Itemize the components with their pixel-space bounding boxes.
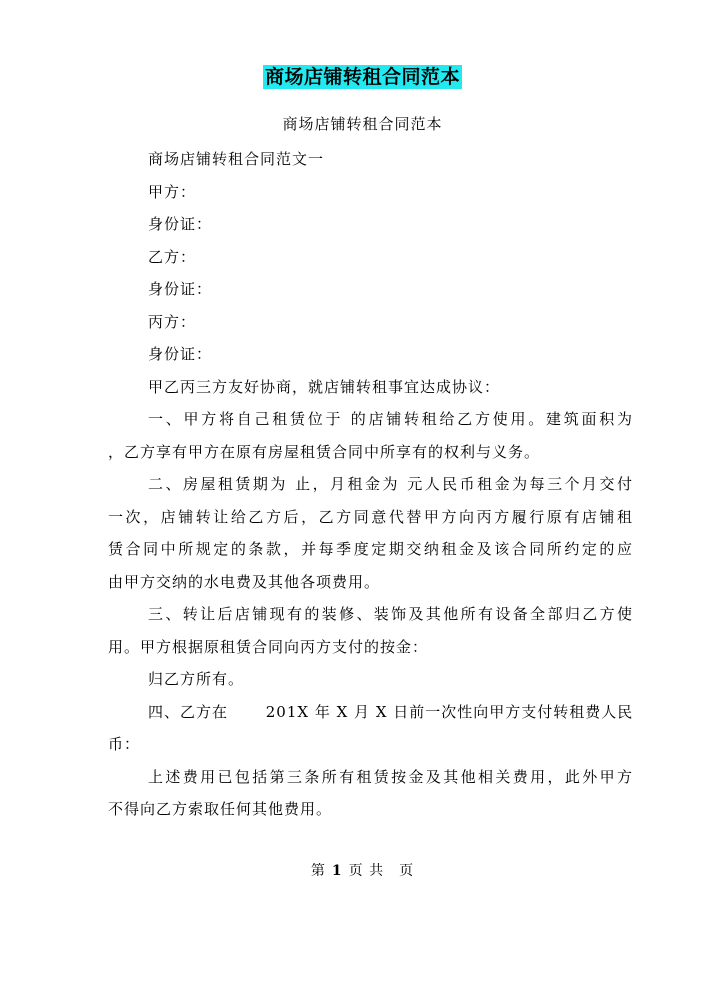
contract-line: 赁合同中所规定的条款，并每季度定期交纳租金及该合同所约定的应	[108, 540, 633, 558]
contract-line: 甲乙丙三方友好协商，就店铺转租事宜达成协议：	[148, 377, 501, 396]
contract-line: 身份证：	[148, 215, 213, 233]
main-title-text: 商场店铺转租合同范本	[264, 66, 460, 88]
contract-line: 身份证：	[148, 280, 213, 298]
contract-line: 一次，店铺转让给乙方后，乙方同意代替甲方向丙方履行原有店铺租	[108, 507, 633, 526]
contract-line: 币：	[108, 735, 141, 753]
contract-line: 用。甲方根据原租赁合同向丙方支付的按金：	[108, 637, 429, 656]
contract-line: 甲方：	[148, 182, 197, 201]
contract-line: 不得向乙方索取任何其他费用。	[108, 800, 333, 818]
footer-page-number: 1	[331, 863, 343, 879]
subtitle: 商场店铺转租合同范本	[282, 115, 443, 133]
contract-line: ，乙方享有甲方在原有房屋租赁合同中所享有的权利与义务。	[108, 442, 541, 461]
contract-body	[108, 143, 633, 826]
contract-line: 上述费用已包括第三条所有租赁按金及其他相关费用，此外甲方	[148, 767, 633, 786]
page-footer	[0, 860, 725, 880]
footer-suffix: 页 共 页	[348, 863, 415, 879]
contract-line: 二、房屋租赁期为 止，月租金为 元人民币租金为每三个月交付	[148, 475, 633, 493]
contract-line: 丙方：	[148, 312, 197, 331]
contract-line: 乙方：	[148, 247, 197, 266]
contract-line: 三、转让后店铺现有的装修、装饰及其他所有设备全部归乙方使	[148, 605, 633, 623]
contract-line: 身份证：	[148, 345, 213, 363]
main-title	[0, 62, 725, 89]
contract-line: 归乙方所有。	[148, 670, 245, 688]
contract-line: 商场店铺转租合同范文一	[148, 150, 325, 168]
contract-line: 四、乙方在 201X 年 X 月 X 日前一次性向甲方支付转租费人民	[148, 702, 634, 721]
footer-prefix: 第	[310, 863, 326, 879]
contract-line: 一、甲方将自己租赁位于 的店铺转租给乙方使用。建筑面积为	[148, 410, 633, 428]
contract-line: 由甲方交纳的水电费及其他各项费用。	[108, 572, 381, 591]
